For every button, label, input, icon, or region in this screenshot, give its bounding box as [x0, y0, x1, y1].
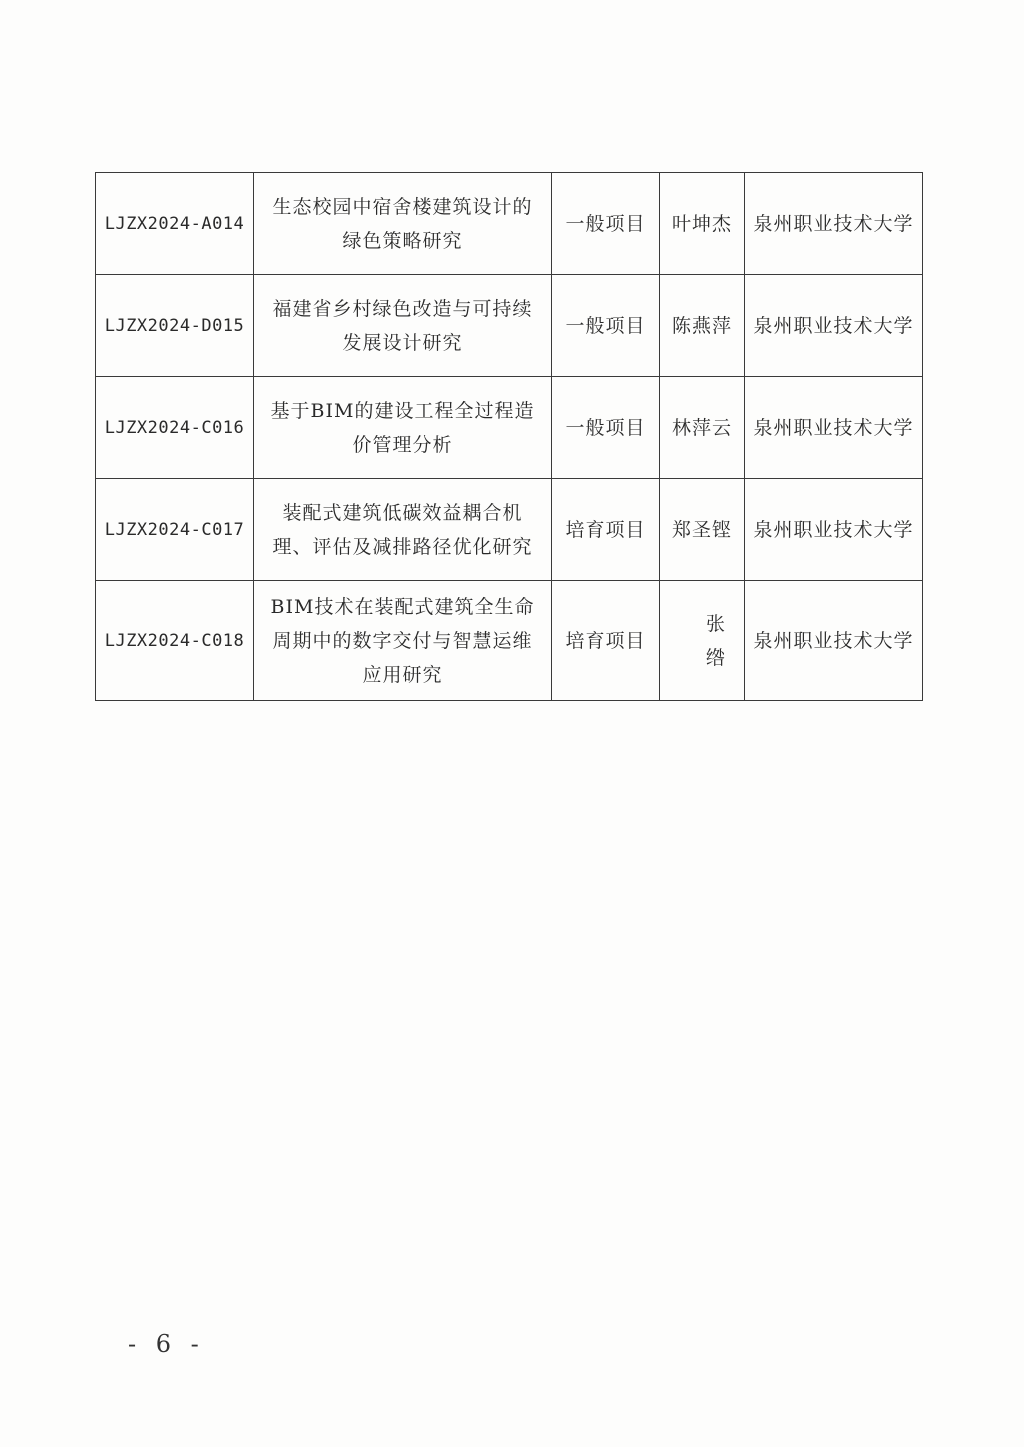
page-number: - 6 - — [128, 1330, 205, 1358]
project-institution: 泉州职业技术大学 — [745, 173, 923, 275]
table-row — [96, 479, 923, 581]
table-row — [96, 581, 923, 701]
project-title: BIM技术在装配式建筑全生命周期中的数字交付与智慧运维应用研究 — [254, 581, 552, 701]
table-row — [96, 377, 923, 479]
project-leader: 叶坤杰 — [660, 173, 745, 275]
project-category: 培育项目 — [552, 479, 660, 581]
project-institution: 泉州职业技术大学 — [745, 581, 923, 701]
project-title: 福建省乡村绿色改造与可持续发展设计研究 — [254, 275, 552, 377]
project-category: 培育项目 — [552, 581, 660, 701]
project-table — [95, 172, 923, 701]
project-code: LJZX2024-C016 — [96, 377, 254, 479]
project-title: 生态校园中宿舍楼建筑设计的绿色策略研究 — [254, 173, 552, 275]
project-code: LJZX2024-C018 — [96, 581, 254, 701]
project-code: LJZX2024-C017 — [96, 479, 254, 581]
project-leader: 郑圣铿 — [660, 479, 745, 581]
project-title: 装配式建筑低碳效益耦合机理、评估及减排路径优化研究 — [254, 479, 552, 581]
project-code: LJZX2024-A014 — [96, 173, 254, 275]
project-leader: 张 绺 — [660, 581, 745, 701]
project-institution: 泉州职业技术大学 — [745, 377, 923, 479]
project-institution: 泉州职业技术大学 — [745, 275, 923, 377]
project-leader: 陈燕萍 — [660, 275, 745, 377]
table-row — [96, 173, 923, 275]
project-category: 一般项目 — [552, 173, 660, 275]
project-code: LJZX2024-D015 — [96, 275, 254, 377]
project-category: 一般项目 — [552, 275, 660, 377]
project-leader: 林萍云 — [660, 377, 745, 479]
project-institution: 泉州职业技术大学 — [745, 479, 923, 581]
project-title: 基于BIM的建设工程全过程造价管理分析 — [254, 377, 552, 479]
table-row — [96, 275, 923, 377]
project-category: 一般项目 — [552, 377, 660, 479]
